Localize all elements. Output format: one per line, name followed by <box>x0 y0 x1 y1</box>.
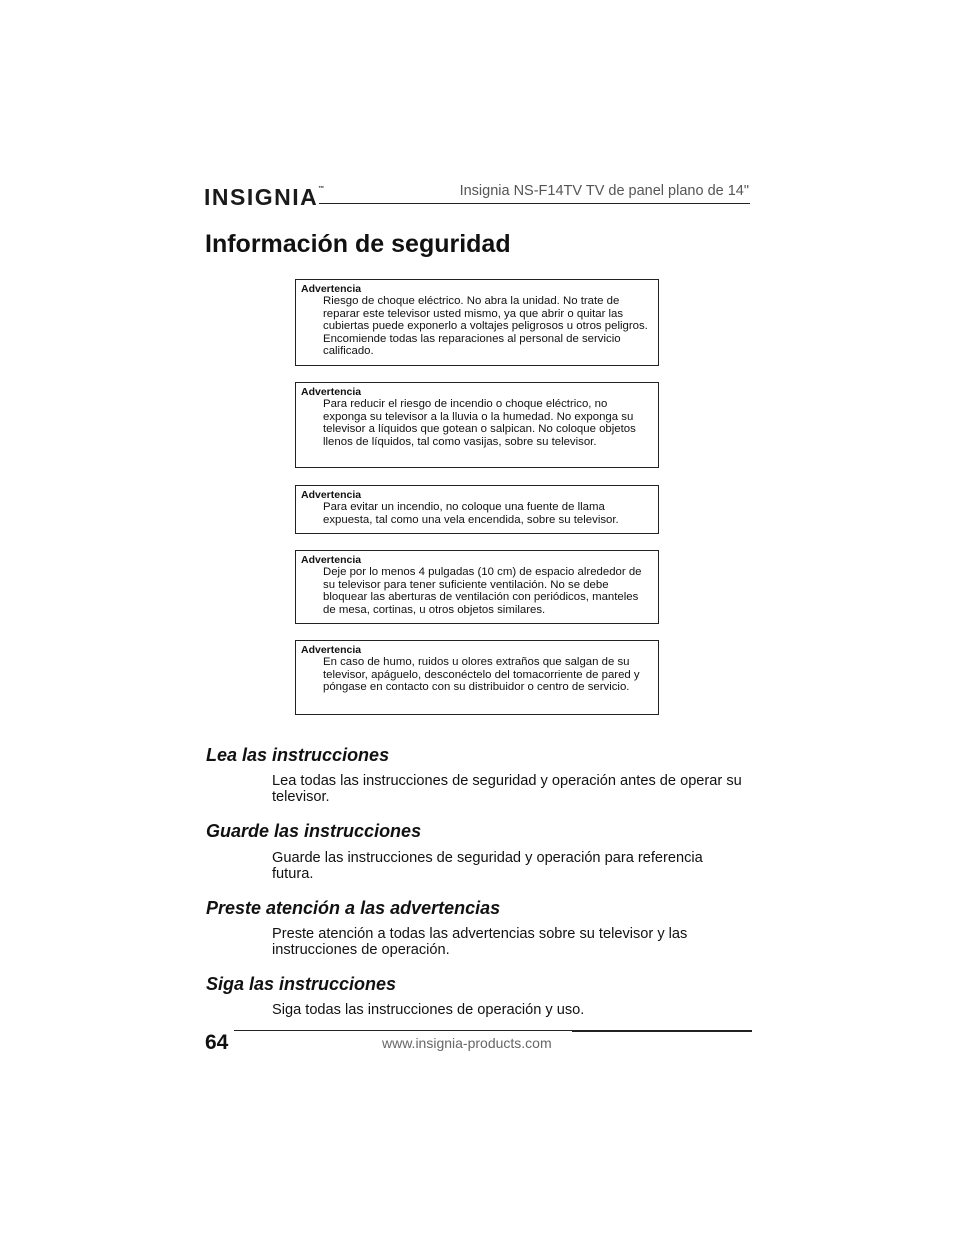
page-number: 64 <box>205 1031 229 1054</box>
warning-box <box>295 279 659 366</box>
warning-text: Para evitar un incendio, no coloque una fuente de llama expuesta, tal como una vela encendida, sobre su televisor. <box>323 501 619 526</box>
footer-divider <box>234 1030 574 1031</box>
trademark-mark: ™ <box>318 186 325 192</box>
warning-box <box>295 382 659 468</box>
running-header: Insignia NS-F14TV TV de panel plano de 14" <box>459 183 749 199</box>
footer-url: www.insignia-products.com <box>382 1035 552 1051</box>
footer-divider-accent <box>572 1030 752 1032</box>
header-divider <box>319 203 750 204</box>
section-heading: Siga las instrucciones <box>206 974 397 994</box>
section-body: Siga todas las instrucciones de operación y uso. <box>272 1002 585 1018</box>
section-heading: Lea las instrucciones <box>206 745 390 765</box>
section-body: Preste atención a todas las advertencias sobre su televisor y las instrucciones de operación. <box>272 926 688 958</box>
warning-text: Deje por lo menos 4 pulgadas (10 cm) de espacio alrededor de su televisor para tener suficiente ventilación. No se debe bloquear las aberturas de ventilación con periódicos, manteles de mesa, cortinas, u otros objetos similares. <box>323 566 642 616</box>
section-body: Lea todas las instrucciones de seguridad y operación antes de operar su televisor. <box>272 773 742 805</box>
warning-label: Advertencia <box>301 283 362 295</box>
warning-text: En caso de humo, ruidos u olores extraños que salgan de su televisor, apáguelo, desconéctelo del tomacorriente de pared y póngase en contacto con su distribuidor o centro de servicio. <box>323 656 640 693</box>
warning-text: Para reducir el riesgo de incendio o choque eléctrico, no exponga su televisor a la lluvia o la humedad. No exponga su televisor a líquidos que gotean o salpican. No coloque objetos llenos de líquidos, tal como vasijas, sobre su televisor. <box>323 398 636 448</box>
warning-label: Advertencia <box>301 489 362 501</box>
brand-logo <box>204 184 324 211</box>
warning-text: Riesgo de choque eléctrico. No abra la unidad. No trate de reparar este televisor usted mismo, ya que abrir o quitar las cubiertas puede exponerlo a voltajes peligrosos u otros peligros. Encomiende todas las reparaciones al personal de servicio calificado. <box>323 295 648 357</box>
warning-label: Advertencia <box>301 644 362 656</box>
brand-name: INSIGNIA <box>204 184 319 210</box>
warning-box <box>295 550 659 624</box>
page-title: Información de seguridad <box>205 230 511 258</box>
warning-label: Advertencia <box>301 386 362 398</box>
warning-box <box>295 485 659 534</box>
section-heading: Preste atención a las advertencias <box>206 898 501 918</box>
section-body: Guarde las instrucciones de seguridad y operación para referencia futura. <box>272 850 703 882</box>
warning-box <box>295 640 659 715</box>
warning-label: Advertencia <box>301 554 362 566</box>
section-heading: Guarde las instrucciones <box>206 821 422 841</box>
